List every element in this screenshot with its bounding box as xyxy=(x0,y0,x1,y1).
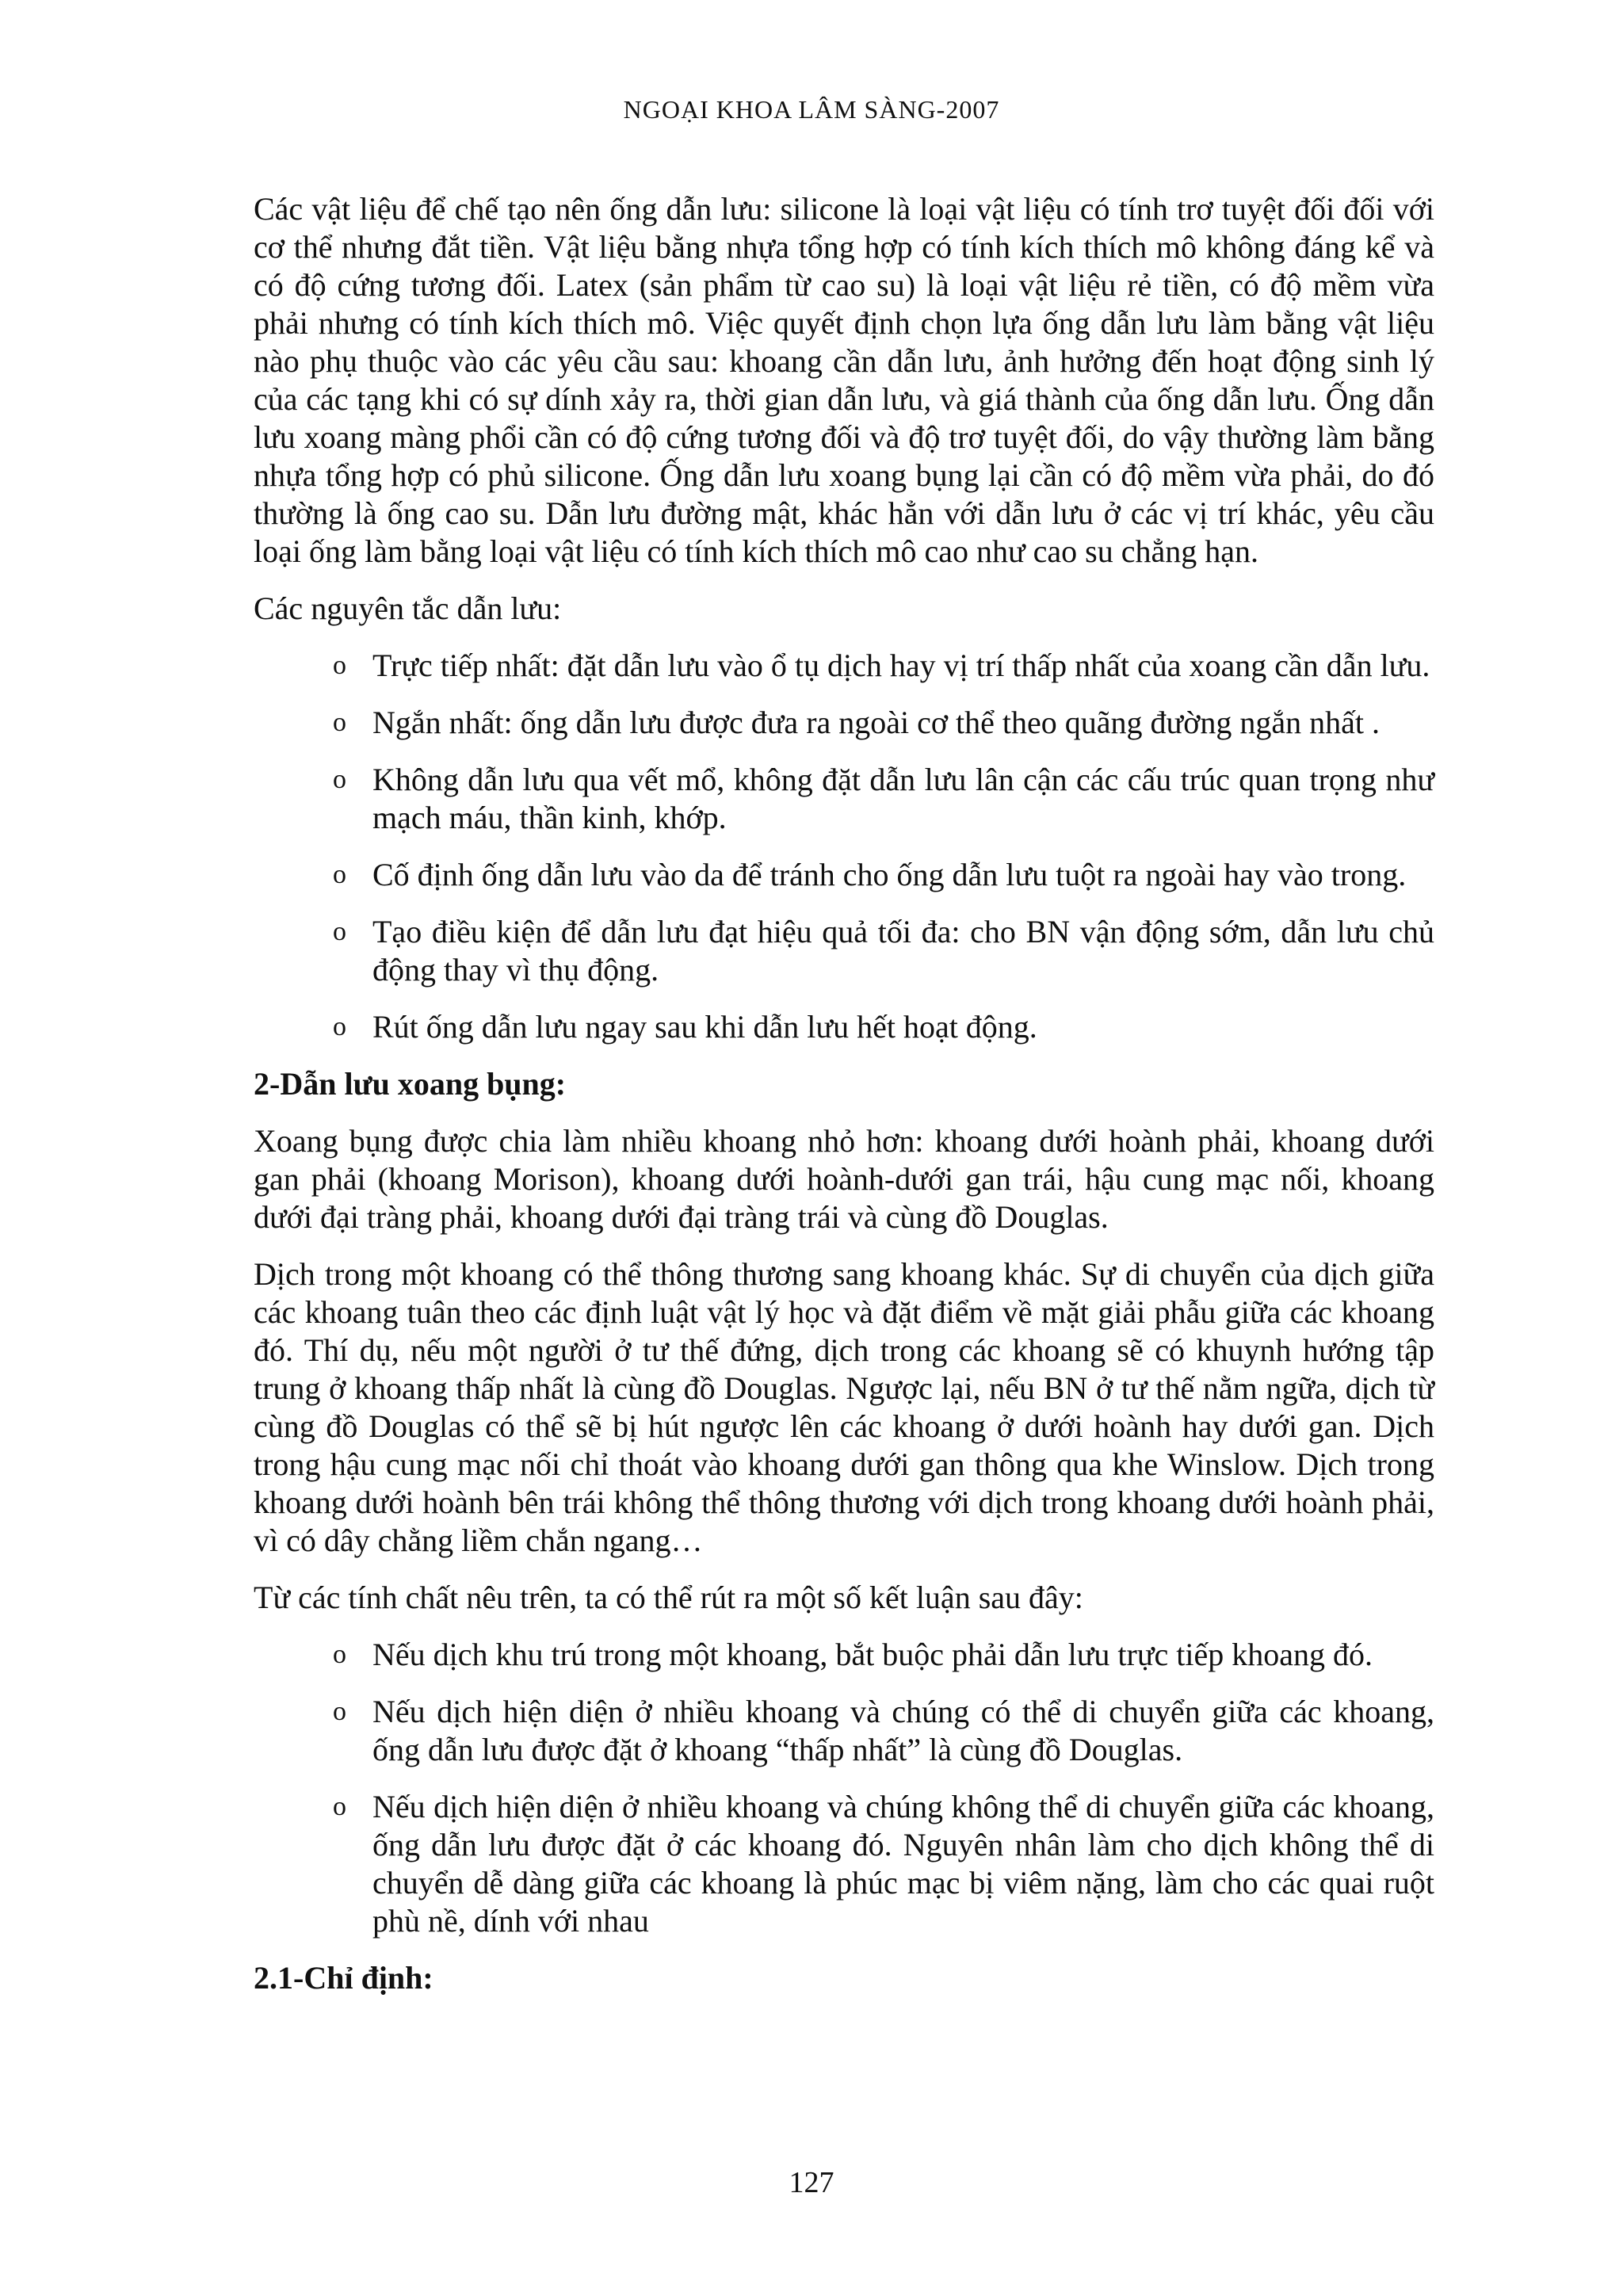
bullet-marker-icon: o xyxy=(333,1012,346,1041)
list-item xyxy=(254,856,1434,894)
list-item-text: Nếu dịch khu trú trong một khoang, bắt buộc phải dẫn lưu trực tiếp khoang đó. xyxy=(372,1637,1373,1672)
bullet-marker-icon: o xyxy=(333,765,346,794)
section-heading-indications: 2.1-Chỉ định: xyxy=(254,1960,433,1996)
paragraph-drainage-materials: Các vật liệu để chế tạo nên ống dẫn lưu: silicone là loại vật liệu có tính trơ tuyệt đối đối với cơ thể nhưng đắt tiền. Vật liệu bằng nhựa tổng hợp có tính kích thích mô không đáng kể và có độ cứng tương đối. Latex (sản phẩm từ cao su) là loại vật liệu rẻ tiền, có độ mềm vừa phải nhưng có tính kích thích mô. Việc quyết định chọn lựa ống dẫn lưu làm bằng vật liệu nào phụ thuộc vào các yêu cầu sau: khoang cần dẫn lưu, ảnh hưởng đến hoạt động sinh lý của các tạng khi có sự dính xảy ra, thời gian dẫn lưu, và giá thành của ống dẫn lưu. Ống dẫn lưu xoang màng phổi cần có độ cứng tương đối và độ trơ tuyệt đối, do vậy thường làm bằng nhựa tổng hợp có phủ silicone. Ống dẫn lưu xoang bụng lại cần có độ mềm vừa phải, do đó thường là ống cao su. Dẫn lưu đường mật, khác hẳn với dẫn lưu ở các vị trí khác, yêu cầu loại ống làm bằng loại vật liệu có tính kích thích mô cao như cao su chẳng hạn. xyxy=(254,191,1434,569)
bullet-marker-icon: o xyxy=(333,708,346,737)
list-item xyxy=(254,704,1434,742)
list-item xyxy=(254,647,1434,685)
bullet-marker-icon: o xyxy=(333,1697,346,1726)
bullet-marker-icon: o xyxy=(333,651,346,680)
list-item xyxy=(254,1693,1434,1769)
section-heading-abdominal-drainage: 2-Dẫn lưu xoang bụng: xyxy=(254,1066,567,1102)
list-item xyxy=(254,761,1434,837)
conclusions-list xyxy=(254,1636,1434,1940)
bullet-marker-icon: o xyxy=(333,860,346,889)
list-item-text: Rút ống dẫn lưu ngay sau khi dẫn lưu hết hoạt động. xyxy=(372,1009,1037,1045)
page-content xyxy=(254,190,1434,2016)
list-item-text: Không dẫn lưu qua vết mổ, không đặt dẫn lưu lân cận các cấu trúc quan trọng như mạch máu, thần kinh, khớp. xyxy=(372,762,1434,835)
list-item-text: Nếu dịch hiện diện ở nhiều khoang và chúng có thể di chuyển giữa các khoang, ống dẫn lưu được đặt ở khoang “thấp nhất” là cùng đồ Douglas. xyxy=(372,1694,1434,1767)
list-item-text: Ngắn nhất: ống dẫn lưu được đưa ra ngoài cơ thể theo quãng đường ngắn nhất . xyxy=(372,705,1380,740)
page-header: NGOẠI KHOA LÂM SÀNG-2007 xyxy=(623,95,1000,124)
bullet-marker-icon: o xyxy=(333,917,346,946)
list-item xyxy=(254,913,1434,989)
paragraph-conclusions-intro: Từ các tính chất nêu trên, ta có thể rút ra một số kết luận sau đây: xyxy=(254,1580,1083,1615)
list-item-text: Nếu dịch hiện diện ở nhiều khoang và chúng không thể di chuyển giữa các khoang, ống dẫn lưu được đặt ở các khoang đó. Nguyên nhân làm cho dịch không thể di chuyển dễ dàng giữa các khoang là phúc mạc bị viêm nặng, làm cho các quai ruột phù nề, dính với nhau xyxy=(372,1789,1434,1939)
list-item-text: Tạo điều kiện để dẫn lưu đạt hiệu quả tối đa: cho BN vận động sớm, dẫn lưu chủ động thay vì thụ động. xyxy=(372,914,1434,988)
list-item xyxy=(254,1636,1434,1674)
page-number: 127 xyxy=(789,2166,834,2199)
paragraph-abdominal-compartments: Xoang bụng được chia làm nhiều khoang nhỏ hơn: khoang dưới hoành phải, khoang dưới gan phải (khoang Morison), khoang dưới hoành-dưới gan trái, hậu cung mạc nối, khoang dưới đại tràng phải, khoang dưới đại tràng trái và cùng đồ Douglas. xyxy=(254,1123,1434,1235)
bullet-marker-icon: o xyxy=(333,1792,346,1821)
paragraph-drainage-principles-intro: Các nguyên tắc dẫn lưu: xyxy=(254,590,562,626)
list-item xyxy=(254,1788,1434,1940)
list-item xyxy=(254,1008,1434,1046)
paragraph-fluid-movement: Dịch trong một khoang có thể thông thương sang khoang khác. Sự di chuyển của dịch giữa các khoang tuân theo các định luật vật lý học và đặt điểm về mặt giải phẫu giữa các khoang đó. Thí dụ, nếu một người ở tư thế đứng, dịch trong các khoang sẽ có khuynh hướng tập trung ở khoang thấp nhất là cùng đồ Douglas. Ngược lại, nếu BN ở tư thế nằm ngữa, dịch từ cùng đồ Douglas có thể sẽ bị hút ngược lên các khoang ở dưới hoành hay dưới gan. Dịch trong hậu cung mạc nối chỉ thoát vào khoang dưới gan thông qua khe Winslow. Dịch trong khoang dưới hoành bên trái không thể thông thương với dịch trong khoang dưới hoành phải, vì có dây chằng liềm chắn ngang… xyxy=(254,1256,1434,1558)
bullet-marker-icon: o xyxy=(333,1640,346,1669)
list-item-text: Cố định ống dẫn lưu vào da để tránh cho ống dẫn lưu tuột ra ngoài hay vào trong. xyxy=(372,857,1407,892)
list-item-text: Trực tiếp nhất: đặt dẫn lưu vào ổ tụ dịch hay vị trí thấp nhất của xoang cần dẫn lưu. xyxy=(372,648,1430,683)
drainage-principles-list xyxy=(254,647,1434,1046)
